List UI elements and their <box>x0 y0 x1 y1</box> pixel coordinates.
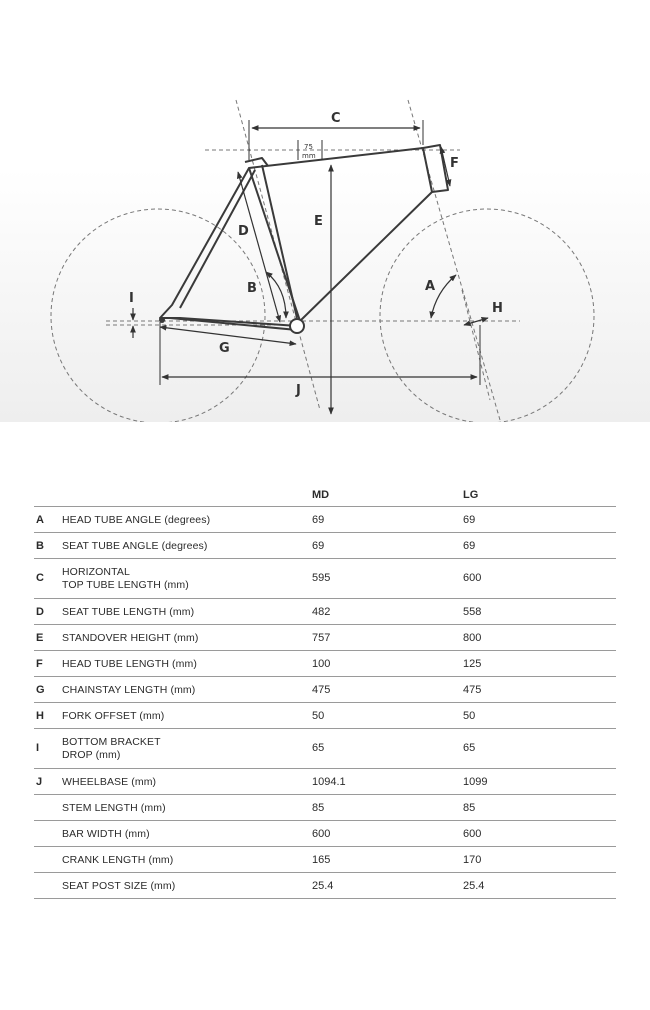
row-label: CHAINSTAY LENGTH (mm) <box>62 684 196 696</box>
row-md-value: 100 <box>312 658 331 670</box>
row-lg-value: 65 <box>463 742 476 754</box>
row-lg-value: 475 <box>463 684 482 696</box>
row-key: B <box>36 540 44 552</box>
table-row <box>34 769 616 795</box>
row-lg-value: 600 <box>463 572 482 584</box>
row-md-value: 1094.1 <box>312 776 346 788</box>
table-row <box>34 559 616 599</box>
row-label: HEAD TUBE LENGTH (mm) <box>62 658 197 670</box>
row-md-value: 50 <box>312 710 325 722</box>
fork-offset-line <box>462 290 490 400</box>
label-c: C <box>331 111 341 126</box>
row-label: FORK OFFSET (mm) <box>62 710 165 722</box>
dim-d-arrow <box>238 172 280 322</box>
row-key: C <box>36 572 44 584</box>
table-row <box>34 729 616 769</box>
table-row <box>34 873 616 899</box>
row-lg-value: 600 <box>463 828 482 840</box>
header-lg: LG <box>463 489 479 501</box>
row-lg-value: 69 <box>463 514 476 526</box>
row-label-line1: HORIZONTAL <box>62 566 130 578</box>
row-lg-value: 800 <box>463 632 482 644</box>
table-row <box>34 507 616 533</box>
rear-wheel <box>51 209 265 422</box>
table-row <box>34 651 616 677</box>
row-md-value: 25.4 <box>312 880 334 892</box>
front-wheel <box>380 209 594 422</box>
table-row <box>34 703 616 729</box>
label-h: H <box>492 301 503 316</box>
offset-value: 75 <box>304 143 313 151</box>
row-label: STEM LENGTH (mm) <box>62 802 166 814</box>
row-md-value: 757 <box>312 632 331 644</box>
geometry-table <box>34 484 616 899</box>
row-md-value: 69 <box>312 540 325 552</box>
row-md-value: 482 <box>312 606 331 618</box>
row-key: E <box>36 632 44 644</box>
dim-b-arc <box>266 272 286 318</box>
row-label: SEAT POST SIZE (mm) <box>62 880 176 892</box>
row-label-line2: DROP (mm) <box>62 749 121 761</box>
geometry-diagram <box>0 0 650 422</box>
table-row <box>34 599 616 625</box>
row-key: G <box>36 684 45 696</box>
label-a: A <box>425 279 436 294</box>
row-label: SEAT TUBE ANGLE (degrees) <box>62 540 208 552</box>
row-lg-value: 558 <box>463 606 482 618</box>
offset-unit: mm <box>302 152 316 160</box>
label-f: F <box>450 156 459 171</box>
table-header <box>34 484 616 507</box>
row-lg-value: 50 <box>463 710 476 722</box>
bike-frame-diagram <box>0 0 650 422</box>
row-label: BAR WIDTH (mm) <box>62 828 150 840</box>
row-label-line1: BOTTOM BRACKET <box>62 736 161 748</box>
frame <box>160 145 448 330</box>
table-row <box>34 795 616 821</box>
row-label <box>62 566 189 592</box>
row-lg-value: 85 <box>463 802 476 814</box>
row-key: A <box>36 514 44 526</box>
row-label: SEAT TUBE LENGTH (mm) <box>62 606 195 618</box>
row-lg-value: 1099 <box>463 776 488 788</box>
row-label: HEAD TUBE ANGLE (degrees) <box>62 514 211 526</box>
row-md-value: 165 <box>312 854 331 866</box>
row-key: D <box>36 606 44 618</box>
bottom-bracket <box>290 319 304 333</box>
row-key: H <box>36 710 44 722</box>
row-key: J <box>36 776 43 788</box>
table-row <box>34 533 616 559</box>
row-label <box>62 736 161 762</box>
row-label: CRANK LENGTH (mm) <box>62 854 174 866</box>
row-lg-value: 69 <box>463 540 476 552</box>
label-g: G <box>219 341 230 356</box>
row-md-value: 69 <box>312 514 325 526</box>
row-md-value: 600 <box>312 828 331 840</box>
label-j: J <box>296 383 301 398</box>
table-row <box>34 821 616 847</box>
label-b: B <box>247 281 257 296</box>
table-row <box>34 677 616 703</box>
row-md-value: 595 <box>312 572 331 584</box>
label-e: E <box>314 214 323 229</box>
label-i: I <box>129 291 134 306</box>
row-lg-value: 170 <box>463 854 482 866</box>
row-md-value: 85 <box>312 802 325 814</box>
row-key: F <box>36 658 43 670</box>
row-label: WHEELBASE (mm) <box>62 776 157 788</box>
row-md-value: 65 <box>312 742 325 754</box>
row-key: I <box>36 742 40 754</box>
row-label-line2: TOP TUBE LENGTH (mm) <box>62 579 189 591</box>
header-md: MD <box>312 489 330 501</box>
row-lg-value: 125 <box>463 658 482 670</box>
table-row <box>34 847 616 873</box>
row-lg-value: 25.4 <box>463 880 485 892</box>
row-md-value: 475 <box>312 684 331 696</box>
row-label: STANDOVER HEIGHT (mm) <box>62 632 199 644</box>
table-row <box>34 625 616 651</box>
label-d: D <box>238 224 249 239</box>
